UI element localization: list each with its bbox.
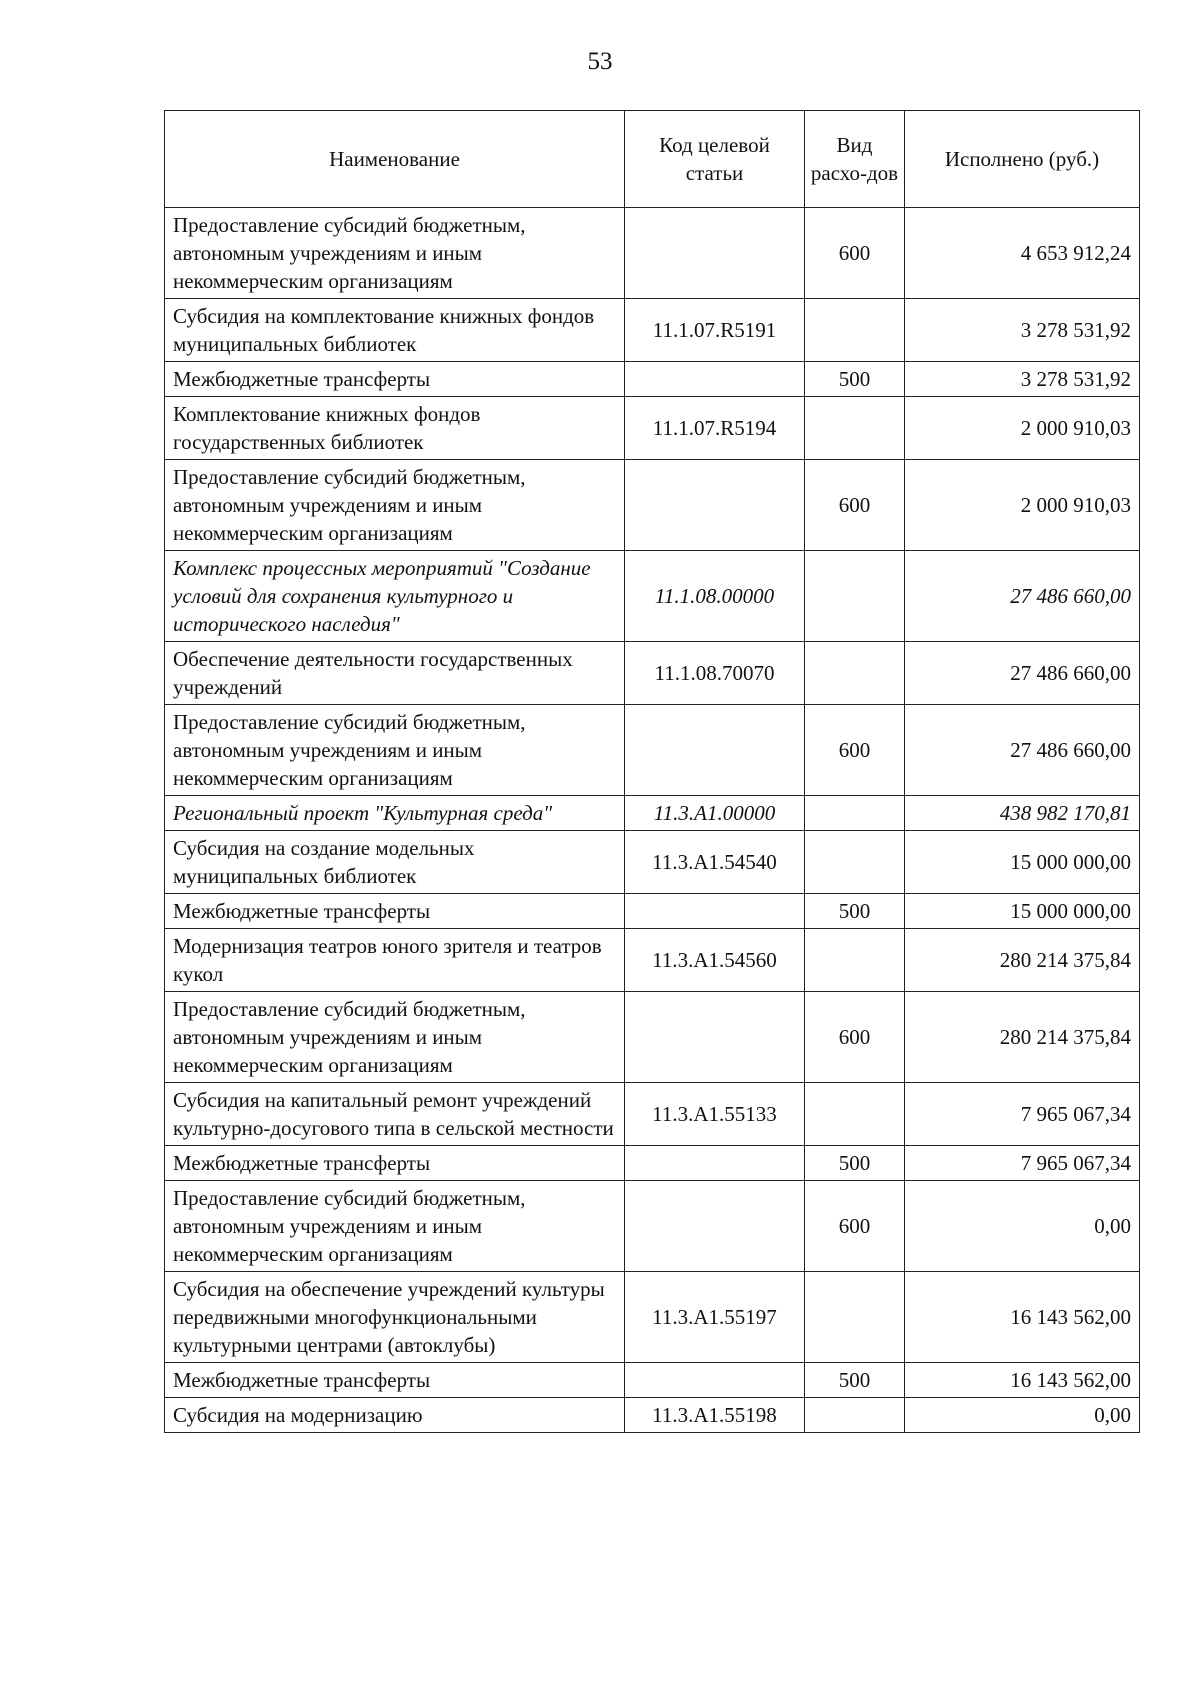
cell-name: Межбюджетные трансферты [165,1363,625,1398]
cell-amount: 3 278 531,92 [905,362,1140,397]
cell-name: Предоставление субсидий бюджетным, автономным учреждениям и иным некоммерческим организациям [165,460,625,551]
cell-code: 11.1.07.R5194 [625,397,805,460]
table-row [165,1363,1140,1398]
cell-code [625,460,805,551]
table-row [165,299,1140,362]
cell-name: Межбюджетные трансферты [165,362,625,397]
table-row [165,705,1140,796]
cell-name: Комплекс процессных мероприятий "Создание условий для сохранения культурного и исторического наследия" [165,551,625,642]
cell-amount: 438 982 170,81 [905,796,1140,831]
header-row [165,111,1140,208]
table-row [165,1398,1140,1433]
cell-kind [805,831,905,894]
cell-amount: 280 214 375,84 [905,929,1140,992]
header-amount: Исполнено (руб.) [905,111,1140,208]
cell-amount: 27 486 660,00 [905,551,1140,642]
cell-kind [805,1272,905,1363]
budget-execution-table [164,110,1140,1433]
header-code: Код целевой статьи [625,111,805,208]
cell-code [625,705,805,796]
cell-code [625,362,805,397]
cell-amount: 27 486 660,00 [905,642,1140,705]
cell-kind [805,551,905,642]
table-row [165,551,1140,642]
cell-name: Предоставление субсидий бюджетным, автономным учреждениям и иным некоммерческим организациям [165,1181,625,1272]
page-number: 53 [587,48,613,75]
cell-kind: 500 [805,1363,905,1398]
cell-amount: 16 143 562,00 [905,1363,1140,1398]
cell-kind: 600 [805,705,905,796]
cell-amount: 280 214 375,84 [905,992,1140,1083]
cell-kind [805,1083,905,1146]
cell-amount: 7 965 067,34 [905,1146,1140,1181]
table-row [165,929,1140,992]
cell-code: 11.3.А1.54560 [625,929,805,992]
cell-name: Комплектование книжных фондов государственных библиотек [165,397,625,460]
cell-kind: 600 [805,992,905,1083]
cell-name: Предоставление субсидий бюджетным, автономным учреждениям и иным некоммерческим организациям [165,992,625,1083]
cell-code [625,1363,805,1398]
table-row [165,1181,1140,1272]
cell-kind: 500 [805,894,905,929]
table-row [165,642,1140,705]
cell-name: Субсидия на создание модельных муниципальных библиотек [165,831,625,894]
table-body [165,208,1140,1433]
cell-code [625,208,805,299]
cell-kind: 500 [805,362,905,397]
cell-amount: 0,00 [905,1398,1140,1433]
cell-code: 11.3.А1.54540 [625,831,805,894]
table-row [165,1083,1140,1146]
cell-name: Субсидия на обеспечение учреждений культуры передвижными многофункциональными культурными центрами (автоклубы) [165,1272,625,1363]
table-row [165,362,1140,397]
cell-name: Субсидия на комплектование книжных фондов муниципальных библиотек [165,299,625,362]
header-name: Наименование [165,111,625,208]
cell-kind: 600 [805,208,905,299]
cell-kind [805,397,905,460]
cell-code [625,1146,805,1181]
cell-amount: 3 278 531,92 [905,299,1140,362]
cell-code [625,1181,805,1272]
cell-kind: 600 [805,1181,905,1272]
cell-kind: 600 [805,460,905,551]
cell-code: 11.1.08.00000 [625,551,805,642]
cell-kind: 500 [805,1146,905,1181]
header-kind: Вид расхо-дов [805,111,905,208]
cell-name: Субсидия на капитальный ремонт учреждений культурно-досугового типа в сельской местности [165,1083,625,1146]
cell-name: Субсидия на модернизацию [165,1398,625,1433]
table-row [165,796,1140,831]
table-row [165,1146,1140,1181]
cell-code [625,992,805,1083]
cell-kind [805,929,905,992]
cell-kind [805,796,905,831]
cell-name: Предоставление субсидий бюджетным, автономным учреждениям и иным некоммерческим организациям [165,208,625,299]
cell-kind [805,642,905,705]
cell-amount: 15 000 000,00 [905,831,1140,894]
cell-amount: 16 143 562,00 [905,1272,1140,1363]
table-row [165,992,1140,1083]
table-row [165,831,1140,894]
cell-code: 11.1.07.R5191 [625,299,805,362]
cell-code: 11.3.А1.00000 [625,796,805,831]
cell-name: Межбюджетные трансферты [165,1146,625,1181]
cell-amount: 4 653 912,24 [905,208,1140,299]
cell-code [625,894,805,929]
cell-code: 11.3.А1.55197 [625,1272,805,1363]
table-row [165,1272,1140,1363]
table-row [165,208,1140,299]
table-row [165,460,1140,551]
cell-name: Модернизация театров юного зрителя и театров кукол [165,929,625,992]
cell-amount: 7 965 067,34 [905,1083,1140,1146]
cell-amount: 2 000 910,03 [905,460,1140,551]
cell-name: Предоставление субсидий бюджетным, автономным учреждениям и иным некоммерческим организациям [165,705,625,796]
cell-amount: 0,00 [905,1181,1140,1272]
cell-code: 11.1.08.70070 [625,642,805,705]
table-row [165,397,1140,460]
cell-kind [805,299,905,362]
cell-name: Обеспечение деятельности государственных учреждений [165,642,625,705]
cell-amount: 27 486 660,00 [905,705,1140,796]
cell-code: 11.3.А1.55198 [625,1398,805,1433]
table-row [165,894,1140,929]
cell-kind [805,1398,905,1433]
cell-amount: 2 000 910,03 [905,397,1140,460]
cell-name: Региональный проект "Культурная среда" [165,796,625,831]
cell-amount: 15 000 000,00 [905,894,1140,929]
cell-code: 11.3.А1.55133 [625,1083,805,1146]
table-header [165,111,1140,208]
cell-name: Межбюджетные трансферты [165,894,625,929]
